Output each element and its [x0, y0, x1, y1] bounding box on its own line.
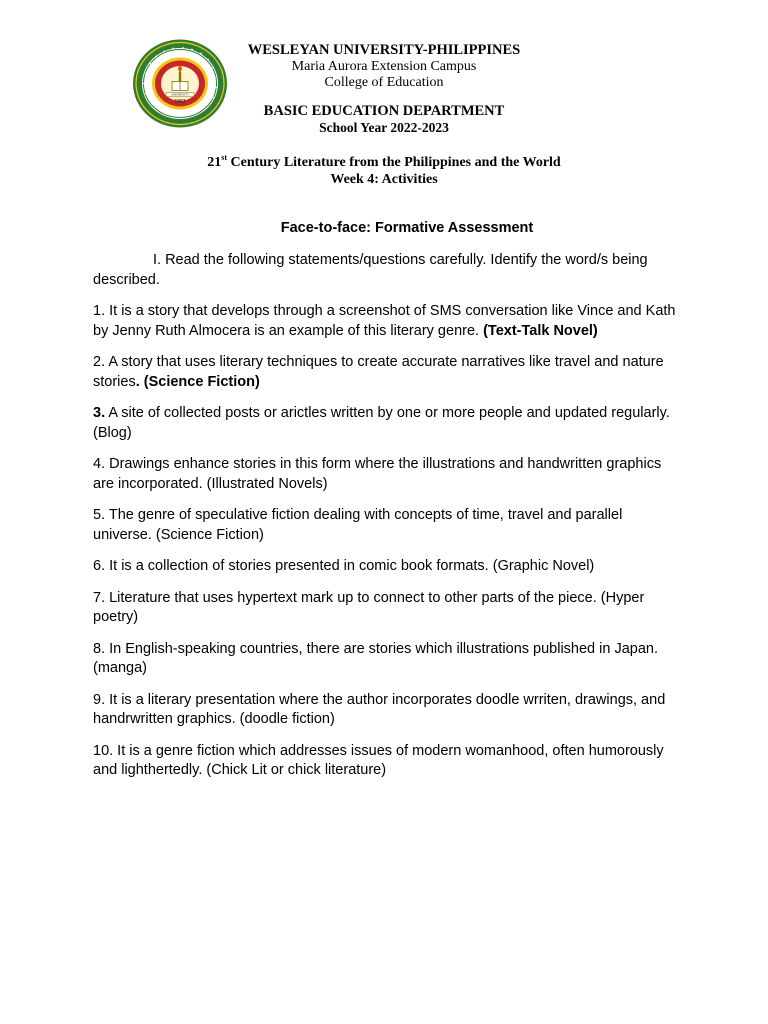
question-item: 8. In English-speaking countries, there are stories which illustrations published in Japan. (manga) — [93, 640, 659, 676]
assessment-body — [93, 251, 683, 781]
question-item: 9. It is a literary presentation where the author incorporates doodle wrriten, drawings, and handrwritten graphics. (doodle fiction) — [93, 691, 666, 727]
university-name: WESLEYAN UNIVERSITY-PHILIPPINES — [247, 42, 521, 58]
question-item: 7. Literature that uses hypertext mark up to connect to other parts of the piece. (Hyper poetry) — [93, 589, 645, 625]
campus-name: Maria Aurora Extension Campus — [291, 59, 477, 74]
section-title: Face-to-face: Formative Assessment — [280, 220, 534, 236]
instructions: I. Read the following statements/questions carefully. Identify the word/s being described. — [93, 252, 648, 288]
course-title: 21st Century Literature from the Philippines and the World — [207, 153, 561, 170]
question-item: 2. A story that uses literary techniques to create accurate narratives like travel and nature stories. (Science Fiction) — [93, 354, 664, 390]
svg-text:1963: 1963 — [174, 98, 186, 104]
department-name: BASIC EDUCATION DEPARTMENT — [263, 103, 505, 119]
question-item: 6. It is a collection of stories presented in comic book formats. (Graphic Novel) — [93, 558, 595, 574]
course-heading — [100, 154, 668, 188]
question-item: 3. A site of collected posts or arictles written by one or more people and updated regularly. (Blog) — [93, 405, 670, 441]
document-header — [200, 42, 568, 136]
question-item: 4. Drawings enhance stories in this form where the illustrations and handwritten graphics are incorporated. (Illustrated Novels) — [93, 456, 662, 492]
svg-text:UNIVERSITY: UNIVERSITY — [171, 92, 189, 97]
college-name: College of Education — [324, 75, 444, 90]
question-item: 1. It is a story that develops through a screenshot of SMS conversation like Vince and Kath by Jenny Ruth Almocera is an example of this literary genre. (Text-Talk Novel) — [93, 303, 676, 339]
question-item: 10. It is a genre fiction which addresses issues of modern womanhood, often humorously and lighthertedly. (Chick Lit or chick literature) — [93, 742, 664, 778]
week-label: Week 4: Activities — [330, 172, 438, 187]
question-item: 5. The genre of speculative fiction dealing with concepts of time, travel and parallel universe. (Science Fiction) — [93, 507, 623, 543]
school-year: School Year 2022-2023 — [319, 120, 449, 135]
